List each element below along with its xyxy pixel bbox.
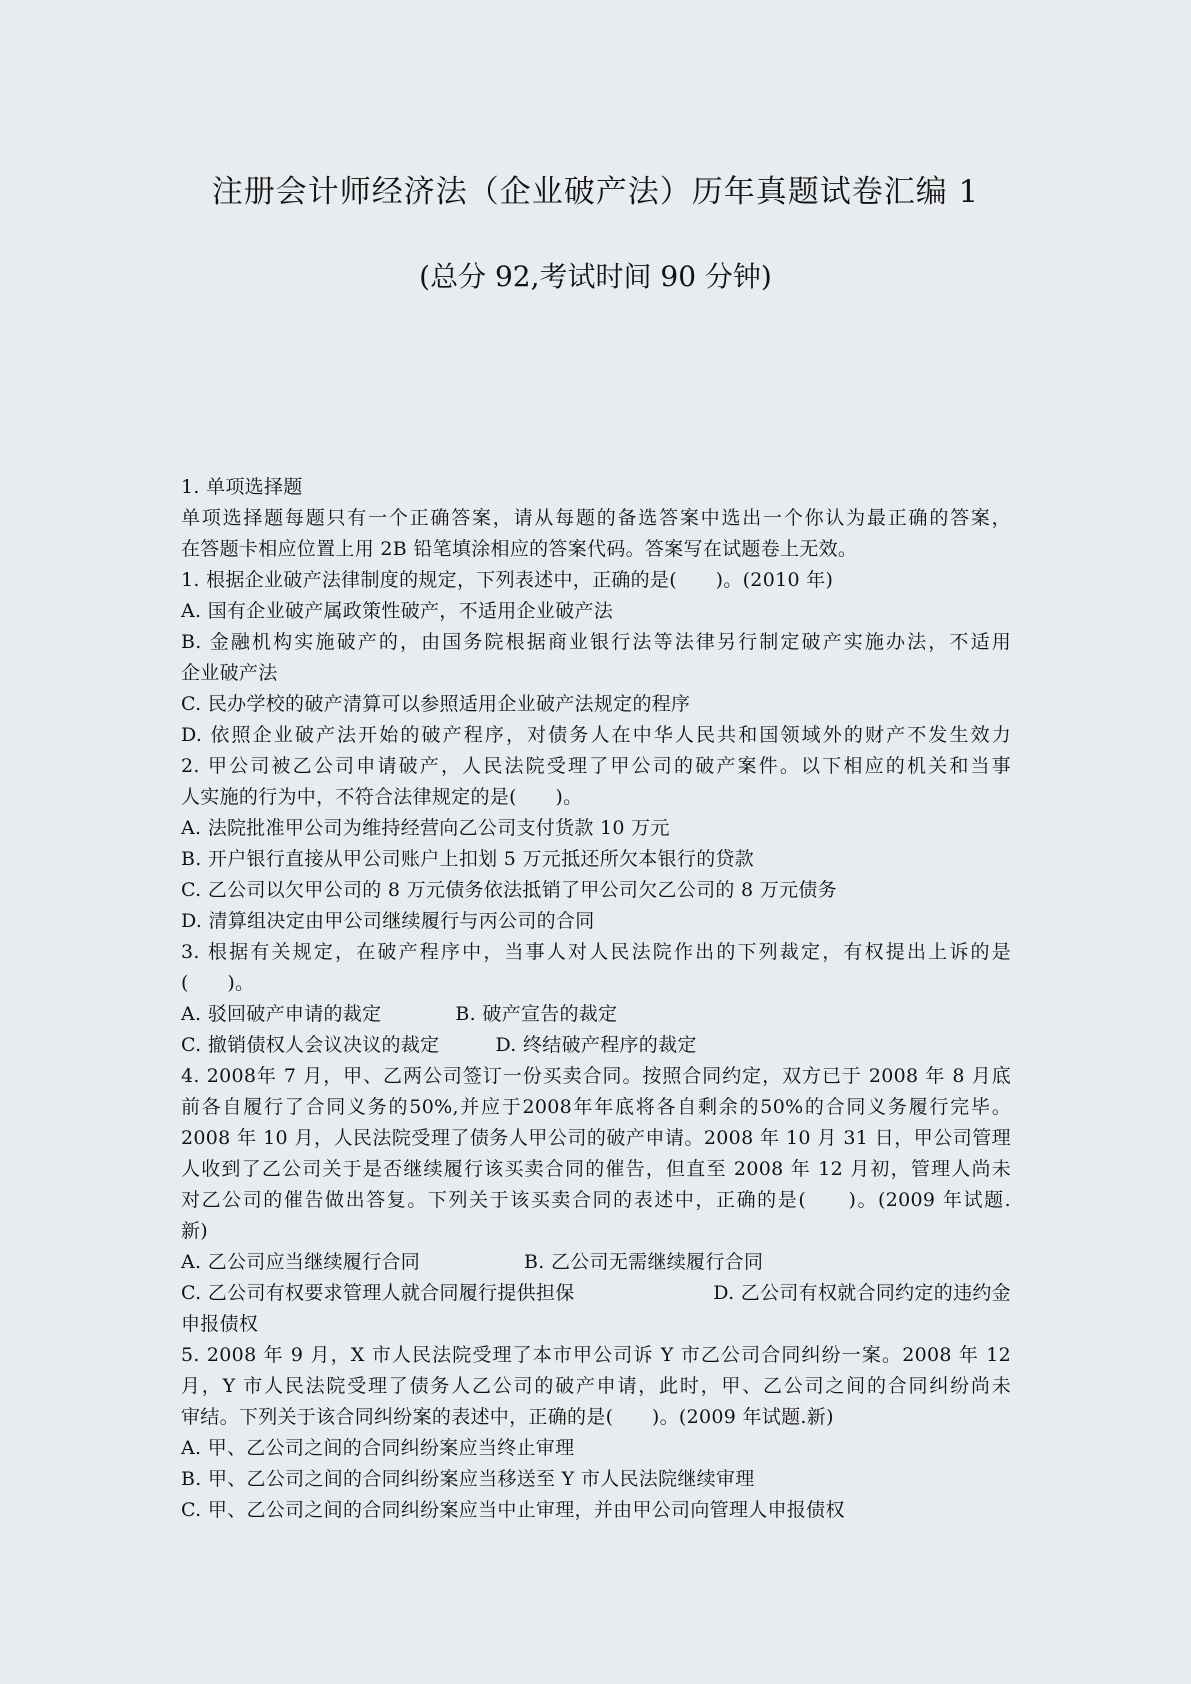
question-stem: 前各自履行了合同义务的50%,并应于2008年年底将各自剩余的50%的合同义务履行完毕。 (181, 1096, 1011, 1118)
answer-option: A. 国有企业破产属政策性破产，不适用企业破产法 (181, 600, 614, 622)
answer-option: D. 终结破产程序的裁定 (495, 1034, 697, 1056)
answer-option-row (181, 1030, 1011, 1061)
question-stem: 人实施的行为中，不符合法律规定的是( )。 (181, 786, 583, 808)
answer-option-row (181, 999, 1011, 1030)
answer-option: D. 清算组决定由甲公司继续履行与丙公司的合同 (181, 910, 595, 932)
answer-option: 企业破产法 (181, 662, 278, 684)
answer-option: A. 法院批准甲公司为维持经营向乙公司支付货款 10 万元 (181, 817, 670, 839)
question-stem: 4. 2008年 7 月，甲、乙两公司签订一份买卖合同。按照合同约定，双方已于 2008 年 8 月底 (181, 1065, 1011, 1087)
answer-option: B. 乙公司无需继续履行合同 (524, 1251, 764, 1273)
question-stem: 人收到了乙公司关于是否继续履行该买卖合同的催告，但直至 2008 年 12 月初，管理人尚未 (181, 1158, 1011, 1180)
question-stem: 月，Y 市人民法院受理了债务人乙公司的破产申请，此时，甲、乙公司之间的合同纠纷尚未 (181, 1375, 1011, 1397)
answer-option: A. 甲、乙公司之间的合同纠纷案应当终止审理 (181, 1437, 575, 1459)
question-stem: 5. 2008 年 9 月，X 市人民法院受理了本市甲公司诉 Y 市乙公司合同纠纷一案。2008 年 12 (181, 1344, 1011, 1366)
page-subtitle: (总分 92,考试时间 90 分钟) (419, 260, 772, 293)
question-stem: 3. 根据有关规定，在破产程序中，当事人对人民法院作出的下列裁定，有权提出上诉的是 (181, 941, 1011, 963)
question-stem: 2008 年 10 月，人民法院受理了债务人甲公司的破产申请。2008 年 10 月 31 日，甲公司管理 (181, 1127, 1011, 1149)
answer-option: C. 乙公司有权要求管理人就合同履行提供担保 (181, 1282, 575, 1304)
question-stem: 对乙公司的催告做出答复。下列关于该买卖合同的表述中，正确的是( )。(2009 年试题. (181, 1189, 1011, 1211)
answer-option: 申报债权 (181, 1313, 259, 1335)
question-stem: 新) (181, 1220, 209, 1242)
answer-option: B. 开户银行直接从甲公司账户上扣划 5 万元抵还所欠本银行的贷款 (181, 848, 755, 870)
section-instructions-line: 在答题卡相应位置上用 2B 铅笔填涂相应的答案代码。答案写在试题卷上无效。 (181, 538, 858, 560)
question-stem: 审结。下列关于该合同纠纷案的表述中，正确的是( )。(2009 年试题.新) (181, 1406, 834, 1428)
section-instructions-line: 单项选择题每题只有一个正确答案，请从每题的备选答案中选出一个你认为最正确的答案， (181, 507, 1011, 529)
question-stem: ( )。 (181, 972, 255, 994)
answer-option: B. 金融机构实施破产的，由国务院根据商业银行法等法律另行制定破产实施办法，不适用 (181, 631, 1011, 653)
question-stem: 2. 甲公司被乙公司申请破产，人民法院受理了甲公司的破产案件。以下相应的机关和当事 (181, 755, 1011, 777)
exam-content (181, 472, 1011, 1526)
answer-option: C. 民办学校的破产清算可以参照适用企业破产法规定的程序 (181, 693, 691, 715)
answer-option: C. 乙公司以欠甲公司的 8 万元债务依法抵销了甲公司欠乙公司的 8 万元债务 (181, 879, 837, 901)
question-stem: 1. 根据企业破产法律制度的规定，下列表述中，正确的是( )。(2010 年) (181, 569, 834, 591)
answer-option: A. 乙公司应当继续履行合同 (181, 1251, 421, 1273)
page-title: 注册会计师经济法（企业破产法）历年真题试卷汇编 1 (211, 174, 980, 210)
section-heading: 1. 单项选择题 (181, 476, 303, 498)
answer-option: D. 依照企业破产法开始的破产程序，对债务人在中华人民共和国领域外的财产不发生效力 (181, 724, 1011, 746)
answer-option: B. 甲、乙公司之间的合同纠纷案应当移送至 Y 市人民法院继续审理 (181, 1468, 755, 1490)
answer-option: C. 撤销债权人会议决议的裁定 (181, 1034, 440, 1056)
answer-option-row (181, 1247, 1011, 1278)
answer-option: B. 破产宣告的裁定 (455, 1003, 618, 1025)
answer-option: D. 乙公司有权就合同约定的违约金 (713, 1282, 1011, 1304)
answer-option: A. 驳回破产申请的裁定 (181, 1003, 382, 1025)
answer-option: C. 甲、乙公司之间的合同纠纷案应当中止审理，并由甲公司向管理人申报债权 (181, 1499, 845, 1521)
answer-option-row (181, 1278, 1011, 1309)
